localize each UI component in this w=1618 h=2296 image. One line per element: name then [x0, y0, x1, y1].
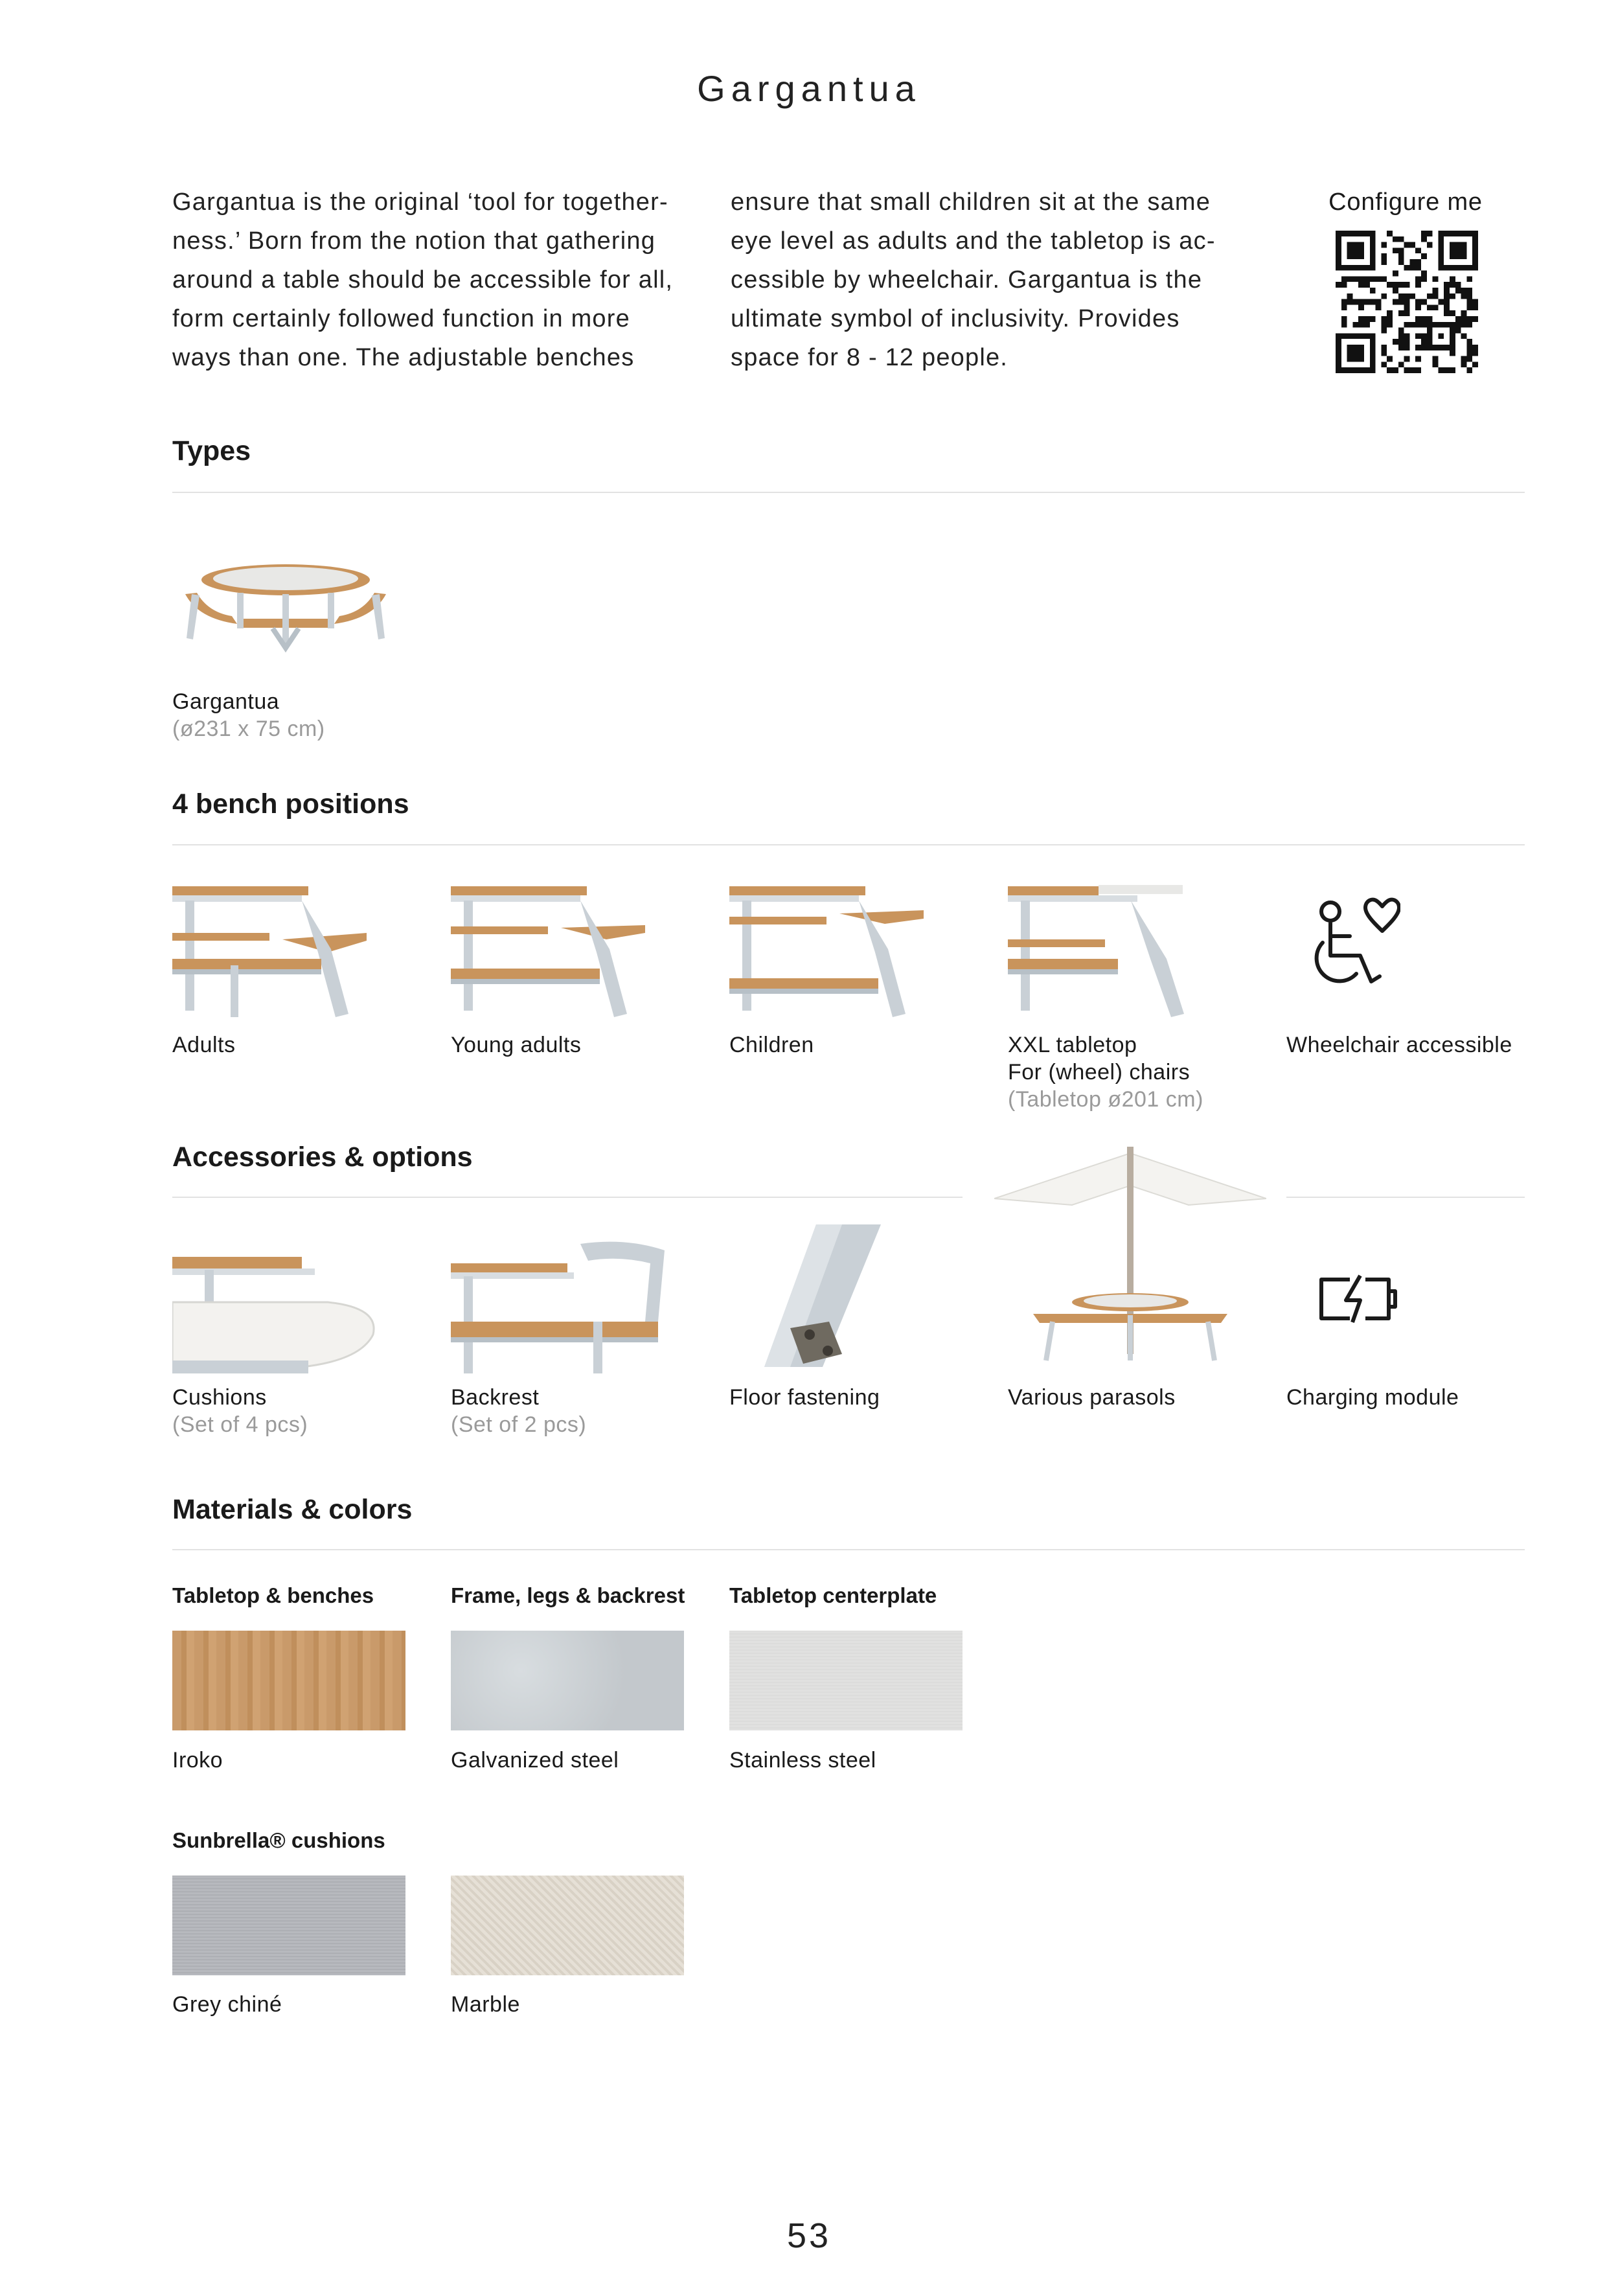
- bench-caption-line2: For (wheel) chairs: [1008, 1060, 1191, 1085]
- bench-children-image: [729, 881, 924, 1024]
- accessory-caption: Backrest: [451, 1385, 540, 1410]
- swatch-label: Iroko: [172, 1748, 223, 1773]
- bench-divider: [172, 844, 1525, 845]
- bench-positions-heading: 4 bench positions: [172, 788, 409, 820]
- iroko-swatch[interactable]: [172, 1631, 405, 1730]
- accessory-caption: Various parasols: [1008, 1385, 1176, 1410]
- galvanized-steel-swatch[interactable]: [451, 1631, 684, 1730]
- configure-me-label[interactable]: Configure me: [1328, 189, 1483, 216]
- intro-column-2: [731, 183, 1249, 377]
- materials-heading: Materials & colors: [172, 1494, 413, 1525]
- accessory-item: [451, 1384, 710, 1438]
- floor-fastening-image: [738, 1224, 900, 1380]
- bench-caption: Children: [729, 1033, 814, 1057]
- intro-column-1: [172, 183, 690, 377]
- materials-divider: [172, 1549, 1525, 1550]
- bench-caption-xxl: [1008, 1031, 1280, 1113]
- types-divider: [172, 492, 1525, 493]
- intro-line: form certainly followed function in more: [172, 305, 630, 332]
- accessories-divider-left: [172, 1197, 963, 1198]
- page-title: Gargantua: [697, 68, 921, 109]
- bench-xxl-tabletop-image: [1008, 881, 1202, 1024]
- type-item: [172, 688, 431, 742]
- bench-caption-sub: (Tabletop ø201 cm): [1008, 1087, 1203, 1112]
- material-group-label: Frame, legs & backrest: [451, 1583, 685, 1607]
- cushions-material-label: Sunbrella® cushions: [172, 1828, 385, 1852]
- wheelchair-heart-icon: [1310, 897, 1400, 994]
- marble-swatch[interactable]: [451, 1876, 684, 1975]
- intro-line: cessible by wheelchair. Gargantua is the: [731, 266, 1203, 293]
- backrest-image: [451, 1231, 671, 1380]
- intro-line: space for 8 - 12 people.: [731, 344, 1008, 371]
- bench-caption: XXL tabletop: [1008, 1033, 1137, 1057]
- cushions-image: [172, 1231, 380, 1380]
- accessories-divider-right: [1286, 1197, 1525, 1198]
- material-group-label: Tabletop & benches: [172, 1583, 374, 1607]
- accessory-caption-sub: (Set of 4 pcs): [172, 1412, 308, 1437]
- page-number: 53: [786, 2216, 832, 2255]
- intro-line: around a table should be accessible for all,: [172, 266, 674, 293]
- accessory-caption: Floor fastening: [729, 1385, 880, 1410]
- swatch-label: Marble: [451, 1992, 520, 2017]
- bench-caption: Young adults: [451, 1033, 582, 1057]
- swatch-label: Stainless steel: [729, 1748, 876, 1773]
- stainless-steel-swatch[interactable]: [729, 1631, 963, 1730]
- intro-line: ness.’ Born from the notion that gathering: [172, 227, 656, 255]
- charging-battery-icon: [1317, 1273, 1398, 1325]
- bench-adults-image: [172, 881, 367, 1024]
- accessory-caption: Charging module: [1286, 1385, 1459, 1410]
- bench-caption: Adults: [172, 1033, 236, 1057]
- types-heading: Types: [172, 435, 251, 466]
- intro-line: Gargantua is the original ‘tool for together-: [172, 189, 668, 216]
- accessory-caption: Cushions: [172, 1385, 267, 1410]
- type-dimensions: (ø231 x 75 cm): [172, 717, 325, 741]
- swatch-label: Grey chiné: [172, 1992, 282, 2017]
- accessories-heading: Accessories & options: [172, 1142, 473, 1173]
- material-group-label: Tabletop centerplate: [729, 1583, 937, 1607]
- qr-code-icon[interactable]: [1336, 229, 1478, 374]
- intro-line: ways than one. The adjustable benches: [172, 344, 635, 371]
- grey-chine-swatch[interactable]: [172, 1876, 405, 1975]
- bench-young-adults-image: [451, 881, 645, 1024]
- intro-line: ensure that small children sit at the same: [731, 189, 1211, 216]
- parasol-image: [994, 1147, 1266, 1367]
- swatch-label: Galvanized steel: [451, 1748, 619, 1773]
- accessory-caption-sub: (Set of 2 pcs): [451, 1412, 587, 1437]
- intro-line: ultimate symbol of inclusivity. Provides: [731, 305, 1180, 332]
- bench-caption: Wheelchair accessible: [1286, 1033, 1512, 1057]
- gargantua-table-image: [172, 554, 399, 658]
- accessory-item: [172, 1384, 431, 1438]
- intro-line: eye level as adults and the tabletop is ac-: [731, 227, 1216, 255]
- type-name: Gargantua: [172, 689, 280, 714]
